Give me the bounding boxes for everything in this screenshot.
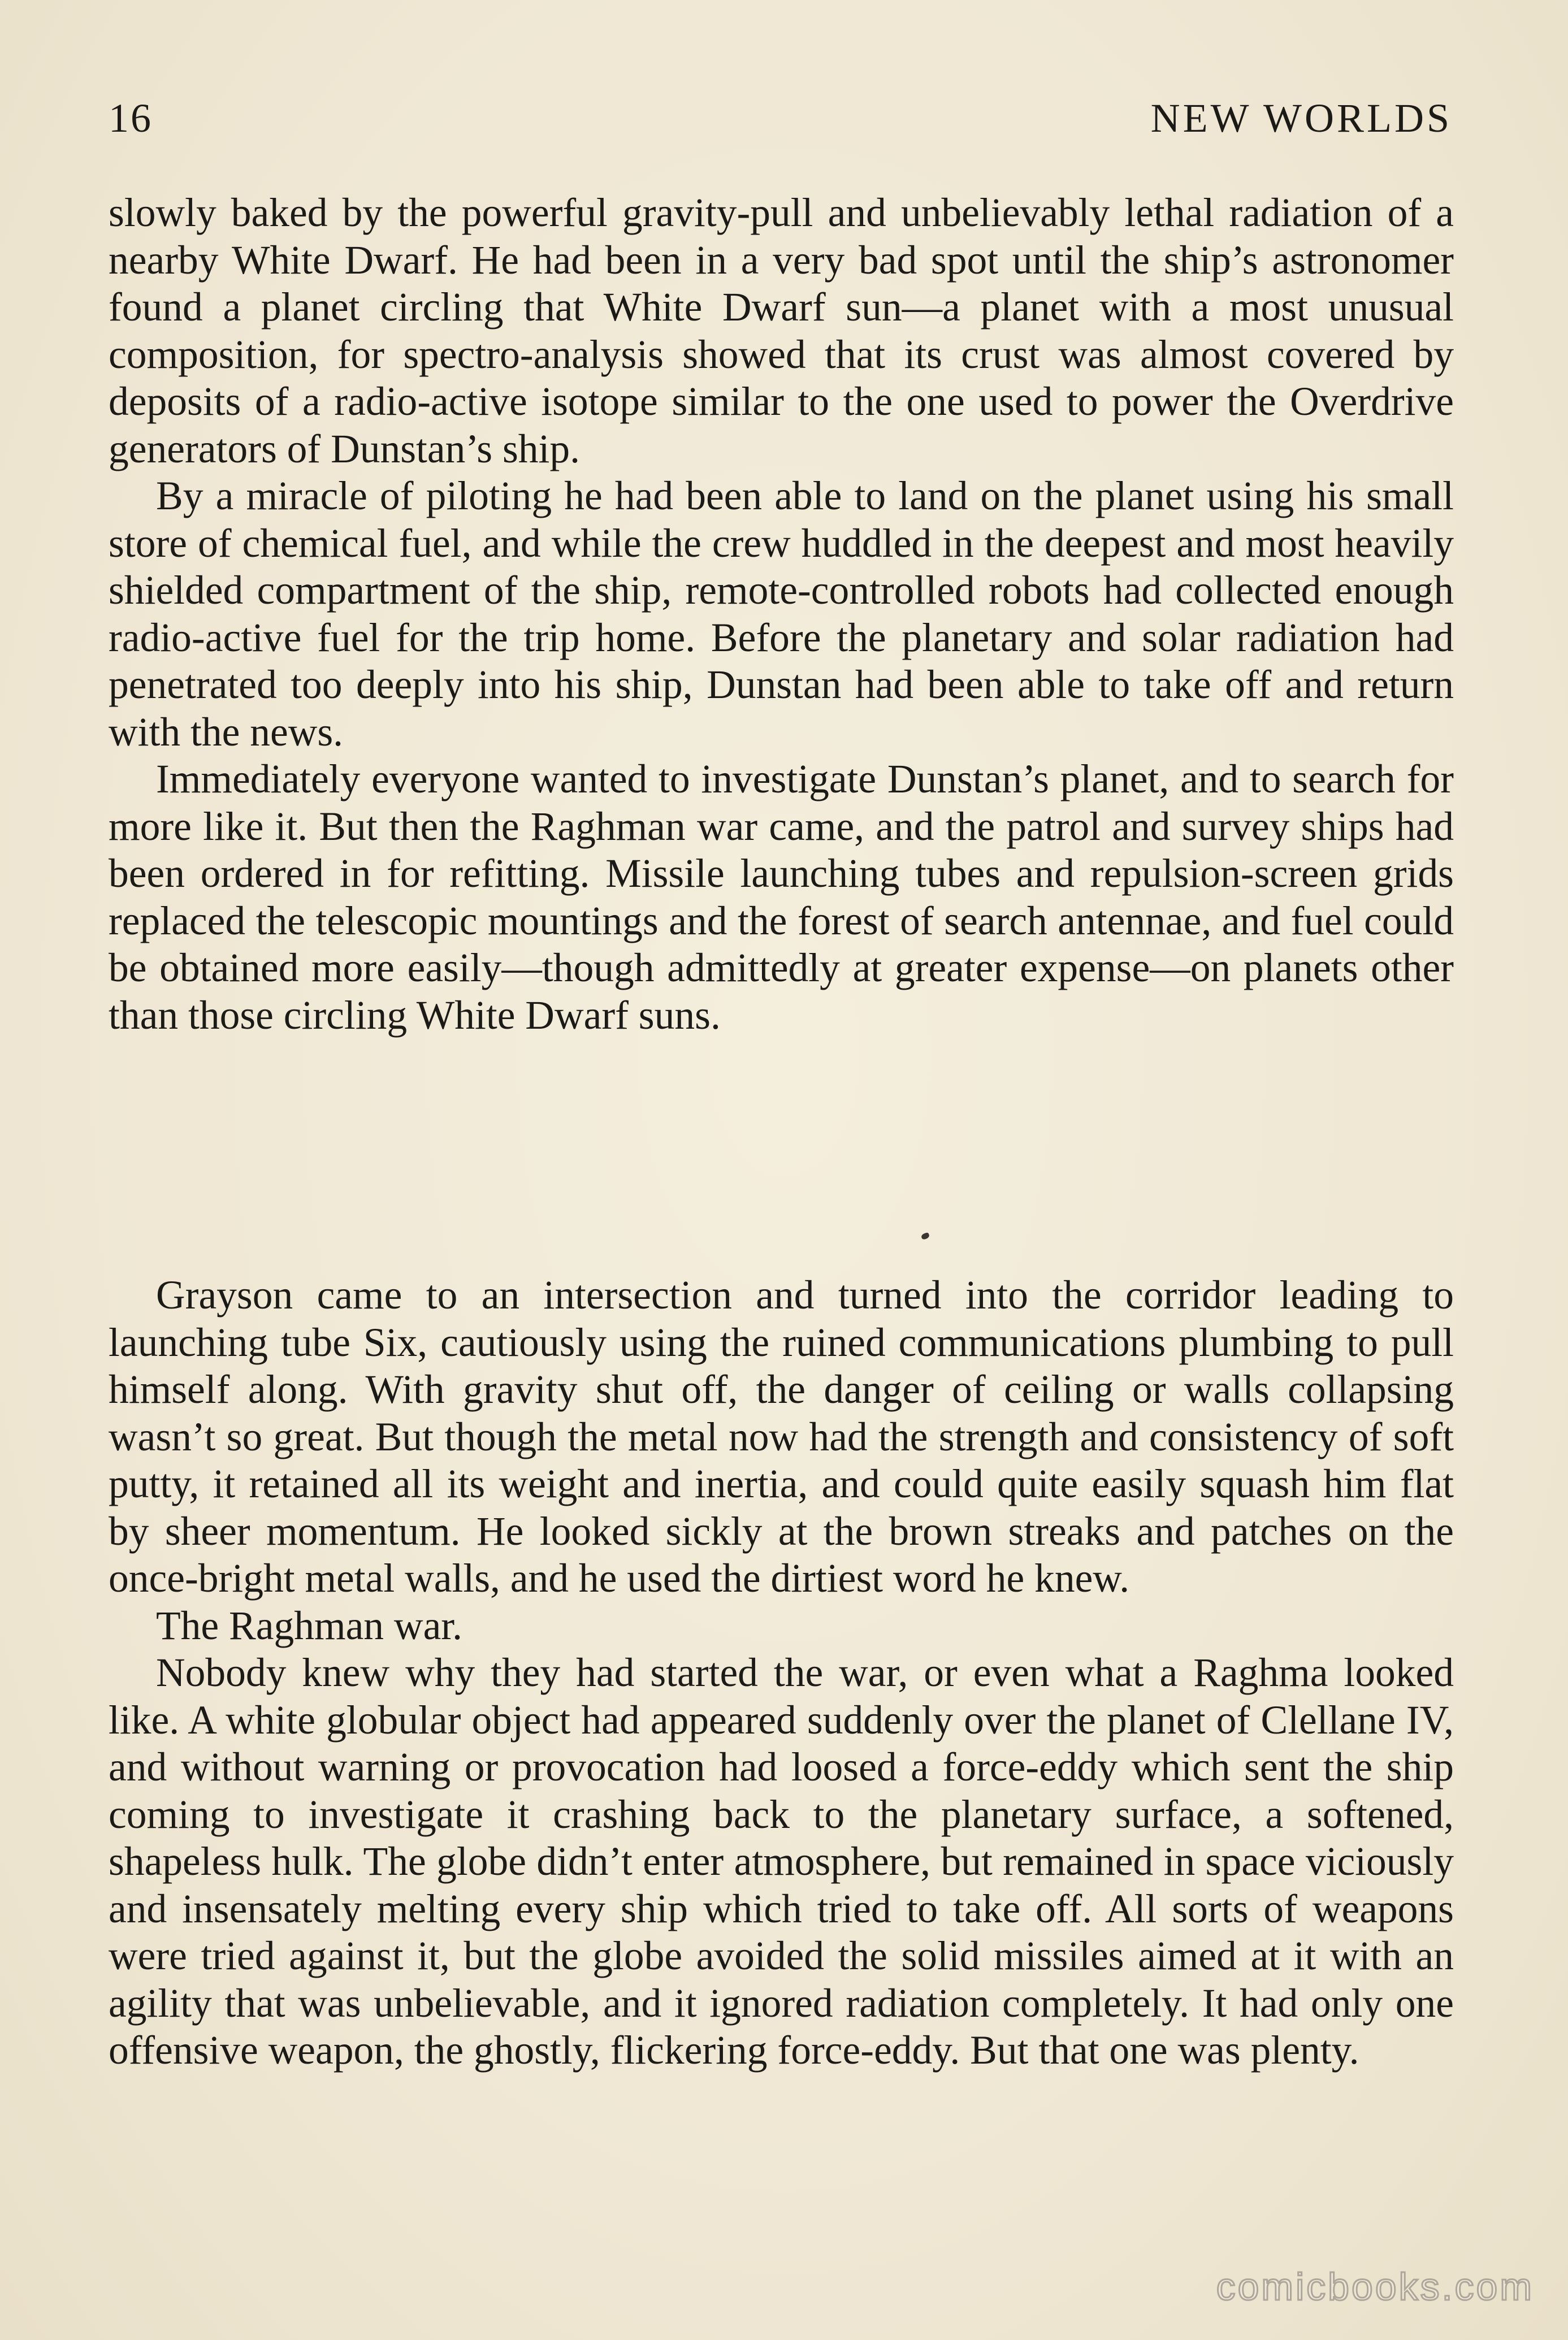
paragraph: Grayson came to an intersection and turned into the corridor leading to launching tube Six, cautiously using the ruined communications plumbing to pull himself along. With gravity shut off, the danger of ceiling or walls collapsing wasn’t so great. But though the metal now had the strength and consistency of soft putty, it retained all its weight and inertia, and could quite easily squash him flat by sheer momentum. He looked sickly at the brown streaks and patches on the once-bright metal walls, and he used the dirtiest word he knew.: [109, 1273, 1454, 1601]
text-section-2: [109, 1272, 1454, 2074]
page-header: [109, 95, 1452, 157]
section-break-mark: [921, 1232, 930, 1240]
paragraph: The Raghman war.: [156, 1603, 463, 1648]
watermark: comicbooks.com: [1216, 2265, 1534, 2308]
paragraph: Immediately everyone wanted to investigate Dunstan’s planet, and to search for more like it. But then the Raghman war came, and the patrol and survey ships had been ordered in for refitting. Missile launching tubes and repulsion-screen grids replaced the telescopic mountings and the forest of search antennae, and fuel could be obtained more easily—though admittedly at greater expense—on planets other than those circling White Dwarf suns.: [109, 757, 1454, 1038]
paragraph: slowly baked by the powerful gravity-pull and unbelievably lethal radiation of a nearby White Dwarf. He had been in a very bad spot until the ship’s astronomer found a planet circling that White Dwarf sun—a planet with a most unusual composition, for spectro-analysis showed that its crust was almost covered by deposits of a radio-active isotope similar to the one used to power the Overdrive generators of Dunstan’s ship.: [109, 190, 1454, 471]
paragraph: By a miracle of piloting he had been able to land on the planet using his small store of chemical fuel, and while the crew huddled in the deepest and most heavily shielded compartment of the ship, remote-controlled robots had collected enough radio-active fuel for the trip home. Before the planetary and solar radiation had penetrated too deeply into his ship, Dunstan had been able to take off and return with the news.: [109, 474, 1454, 755]
text-section-1: [109, 189, 1454, 1039]
paragraph: Nobody knew why they had started the war, or even what a Raghma looked like. A white globular object had appeared suddenly over the planet of Clellane IV, and without warning or provocation had loosed a force-eddy which sent the ship coming to investigate it crashing back to the planetary surface, a softened, shapeless hulk. The globe didn’t enter atmosphere, but remained in space viciously and insensately melting every ship which tried to take off. All sorts of weapons were tried against it, but the globe avoided the solid missiles aimed at it with an agility that was unbelievable, and it ignored radiation completely. It had only one offensive weapon, the ghostly, flickering force-eddy. But that one was plenty.: [109, 1650, 1454, 2073]
page-number: 16: [109, 96, 153, 141]
running-head: NEW WORLDS: [1150, 96, 1452, 141]
